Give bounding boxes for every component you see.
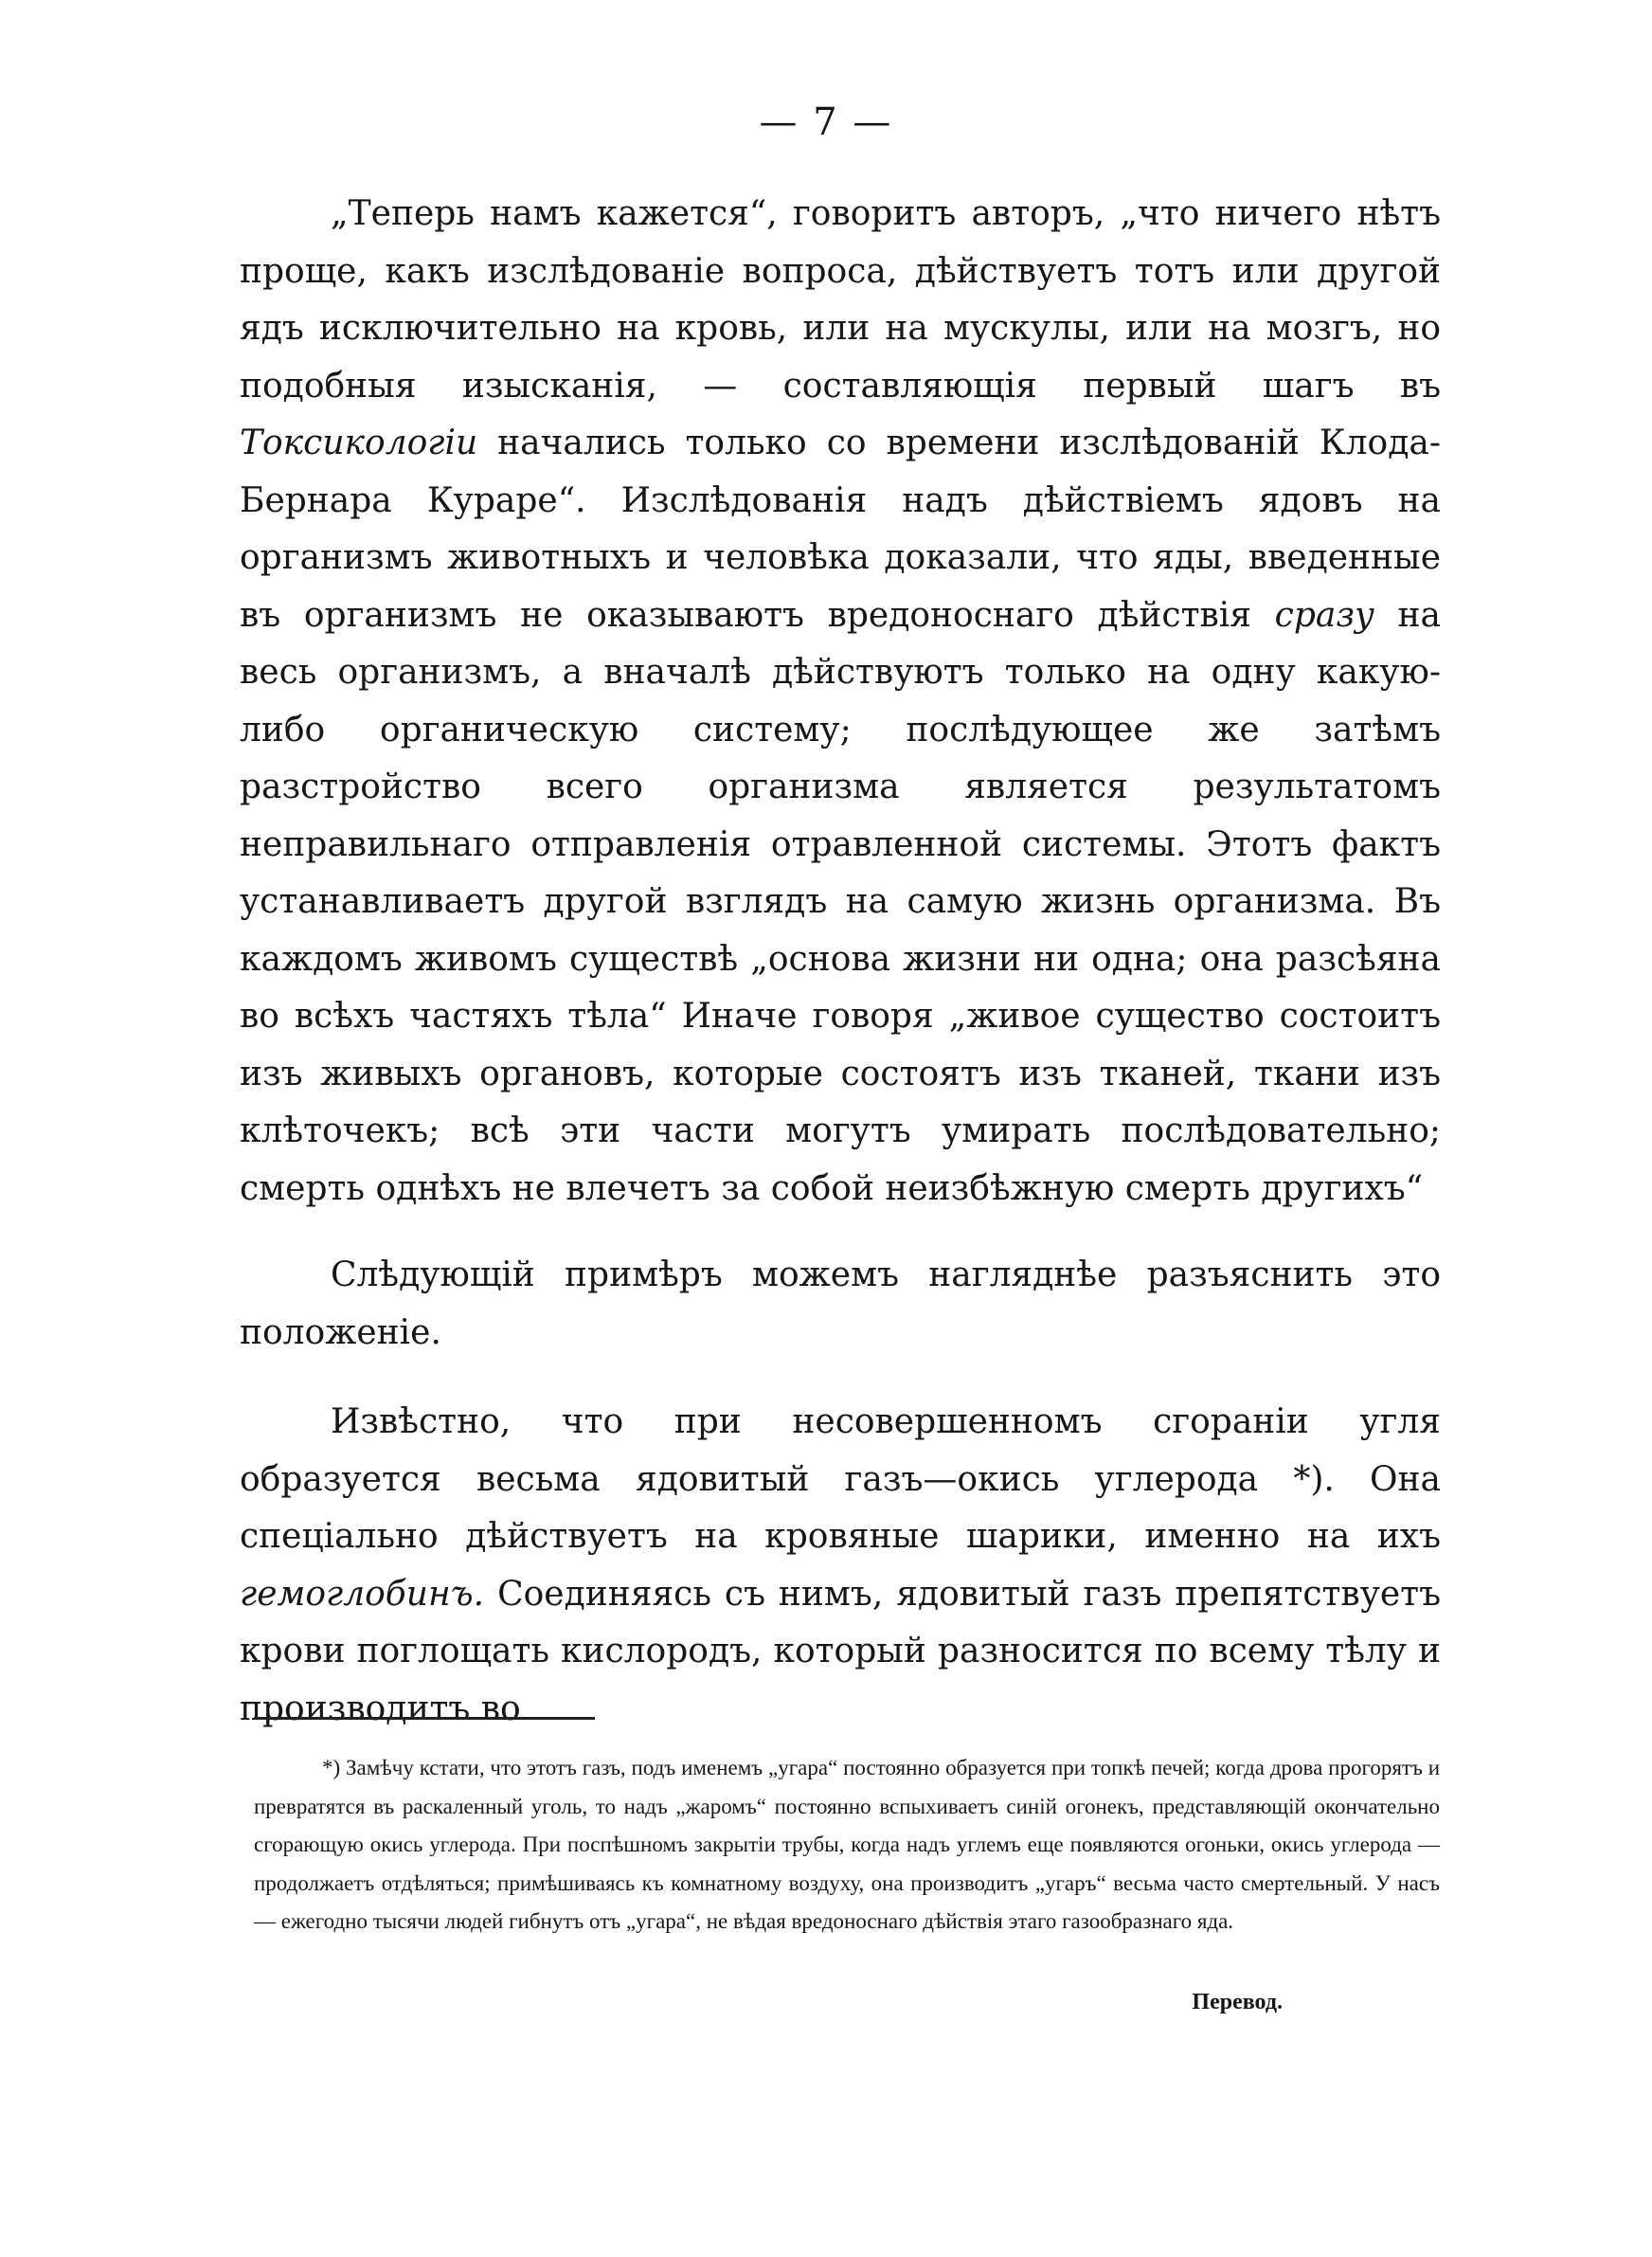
text-run: Извѣстно, что при несовершенномъ сгораніи угля образуется весьма ядовитый газъ—окись углерода *). Она спеціально дѣйствуетъ на кровяные шарики, именно на ихъ <box>240 1402 1441 1556</box>
italic-term: сразу <box>1274 595 1374 635</box>
page-number: — 7 — <box>759 100 893 144</box>
paragraph-text <box>240 186 1441 1218</box>
paragraph-quote <box>240 186 1441 1218</box>
paragraph-carbon-monoxide <box>240 1394 1441 1738</box>
translator-note: Перевод. <box>1192 1990 1283 2014</box>
text-run: на весь организмъ, а вначалѣ дѣйствуютъ только на одну какую-либо органическую систему; послѣдующее же затѣмъ разстройство всего организма является результатомъ неправильнаго отправленія отравленной системы. Этотъ фактъ устанавливаетъ другой взглядъ на самую жизнь организма. Въ каждомъ живомъ существѣ „основа жизни ни одна; она разсѣяна во всѣхъ частяхъ тѣла“ Иначе говоря „живое существо состоитъ изъ живыхъ органовъ, которые состоятъ изъ тканей, ткани изъ клѣточекъ; всѣ эти части могутъ умирать послѣдовательно; смерть однѣхъ не влечетъ за собой неизбѣжную смерть другихъ“ <box>240 595 1441 1208</box>
footnote-text: *) Замѣчу кстати, что этотъ газъ, подъ именемъ „угара“ постоянно образуется при топкѣ печей; когда дрова прогорятъ и превратятся въ раскаленный уголь, то надъ „жаромъ“ постоянно вспыхиваетъ синій огонекъ, представляющій окончательно сгорающую окись углерода. При поспѣшномъ закрытіи трубы, когда надъ углемъ еще появляются огоньки, окись углерода — продолжаетъ отдѣляться; примѣшиваясь къ комнатному воздуху, она производитъ „угаръ“ весьма часто смертельный. У насъ — ежегодно тысячи людей гибнутъ отъ „угара“, не вѣдая вредоноснаго дѣйствія этаго газообразнаго яда. <box>254 1756 1440 1933</box>
paragraph-text <box>240 1394 1441 1738</box>
paragraph-example-intro <box>240 1247 1441 1362</box>
text-run: начались только со времени изслѣдованій Клода-Бернара Кураре“. Изслѣдованія надъ дѣйствіемъ ядовъ на организмъ животныхъ и человѣка доказали, что яды, введенные въ организмъ не оказываютъ вредоноснаго дѣйствія <box>240 424 1441 635</box>
italic-term: Токсикологіи <box>240 424 478 462</box>
paragraph-text: Слѣдующій примѣръ можемъ нагляднѣе разъяснить это положеніе. <box>240 1255 1441 1352</box>
text-run: „Теперь намъ кажется“, говоритъ авторъ, „что ничего нѣтъ проще, какъ изслѣдованіе вопроса, дѣйствуетъ тотъ или другой ядъ исключительно на кровь, или на мускулы, или на мозгъ, но подобныя изысканія, — составляющія первый шагъ въ <box>240 194 1441 406</box>
footnote <box>254 1749 1440 1941</box>
footnote-divider <box>254 1717 595 1720</box>
italic-term: гемоглобинъ. <box>240 1574 485 1614</box>
text-run: Соединяясь съ нимъ, ядовитый газъ препятствуетъ крови поглощать кислородъ, который разносится по всему тѣлу и производитъ во <box>240 1574 1441 1728</box>
